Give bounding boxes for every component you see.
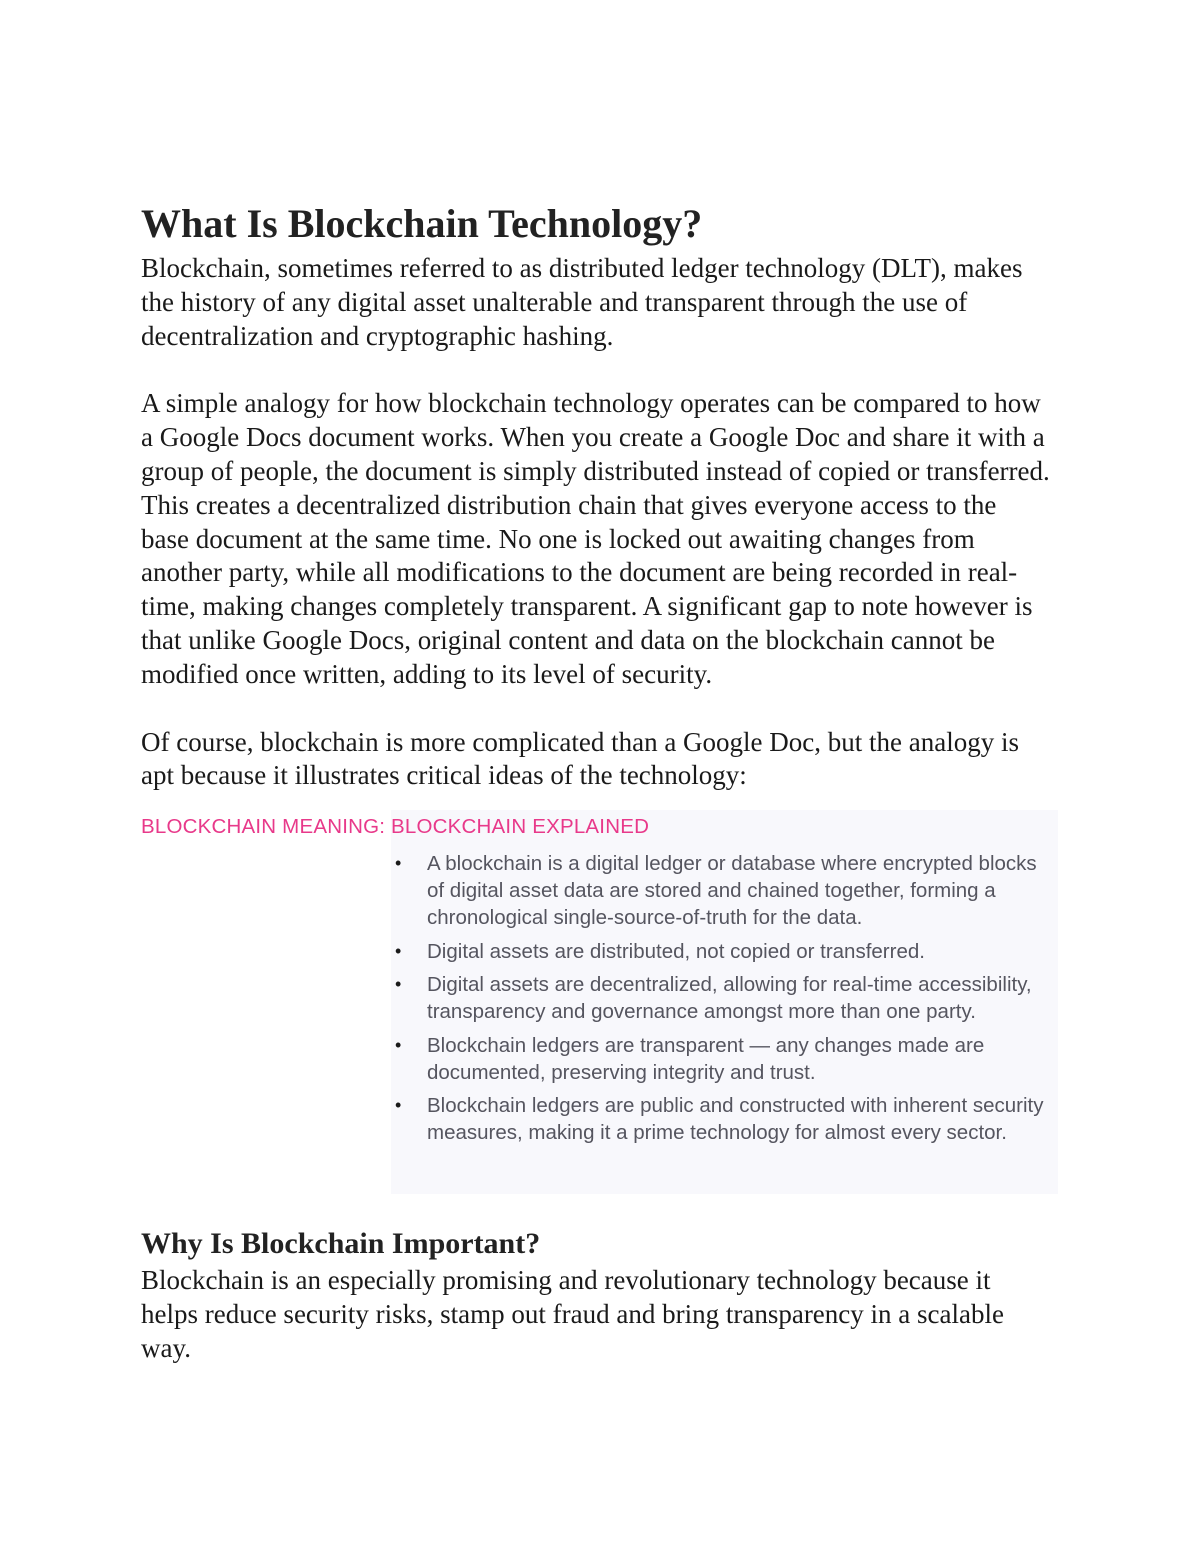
list-item-text: Digital assets are decentralized, allowing for real-time accessibility, transparency and governance amongst more than one party. bbox=[427, 973, 1032, 1024]
blockchain-meaning-callout bbox=[140, 810, 1058, 1194]
bullet-icon: • bbox=[395, 853, 402, 874]
callout-bullet-list bbox=[395, 850, 1055, 1153]
section-title: Why Is Blockchain Important? bbox=[141, 1227, 541, 1261]
of-course-paragraph: Of course, blockchain is more complicated than a Google Doc, but the analogy is apt because it illustrates critical ideas of the technology: bbox=[141, 726, 1019, 791]
bullet-icon: • bbox=[395, 940, 402, 961]
intro-paragraph: Blockchain, sometimes referred to as distributed ledger technology (DLT), makes the history of any digital asset unalterable and transparent through the use of decentralization and cryptographic hashing. bbox=[141, 253, 1023, 351]
paragraph-spacer bbox=[141, 692, 1061, 726]
page-title: What Is Blockchain Technology? bbox=[141, 201, 703, 246]
list-item-text: Blockchain ledgers are public and constructed with inherent security measures, making it a prime technology for almost every sector. bbox=[427, 1094, 1044, 1145]
document-page bbox=[141, 196, 1061, 1366]
list-item-text: Digital assets are distributed, not copied or transferred. bbox=[427, 939, 925, 963]
paragraph-spacer bbox=[141, 353, 1061, 387]
callout-heading: BLOCKCHAIN MEANING: BLOCKCHAIN EXPLAINED bbox=[141, 815, 650, 839]
list-item bbox=[395, 971, 1055, 1025]
list-item-text: Blockchain ledgers are transparent — any changes made are documented, preserving integrity and trust. bbox=[427, 1033, 985, 1084]
list-item bbox=[395, 1032, 1055, 1086]
list-item-text: A blockchain is a digital ledger or database where encrypted blocks of digital asset data are stored and chained together, forming a chronological single-source-of-truth for the data. bbox=[427, 852, 1037, 930]
bullet-icon: • bbox=[395, 974, 402, 995]
bullet-icon: • bbox=[395, 1095, 402, 1116]
bullet-icon: • bbox=[395, 1034, 402, 1055]
analogy-paragraph: A simple analogy for how blockchain technology operates can be compared to how a Google Docs document works. When you create a Google Doc and share it with a group of people, the document is simply distributed instead of copied or transferred. This creates a decentralized distribution chain that gives everyone access to the base document at the same time. No one is locked out awaiting changes from another party, while all modifications to the document are being recorded in real-time, making changes completely transparent. A significant gap to note however is that unlike Google Docs, original content and data on the blockchain cannot be modified once written, adding to its level of security. bbox=[141, 388, 1050, 689]
list-item bbox=[395, 1092, 1055, 1146]
section-body-paragraph: Blockchain is an especially promising and revolutionary technology because it helps reduce security risks, stamp out fraud and bring transparency in a scalable way. bbox=[141, 1265, 1004, 1363]
list-item bbox=[395, 938, 1055, 965]
list-item bbox=[395, 850, 1055, 931]
